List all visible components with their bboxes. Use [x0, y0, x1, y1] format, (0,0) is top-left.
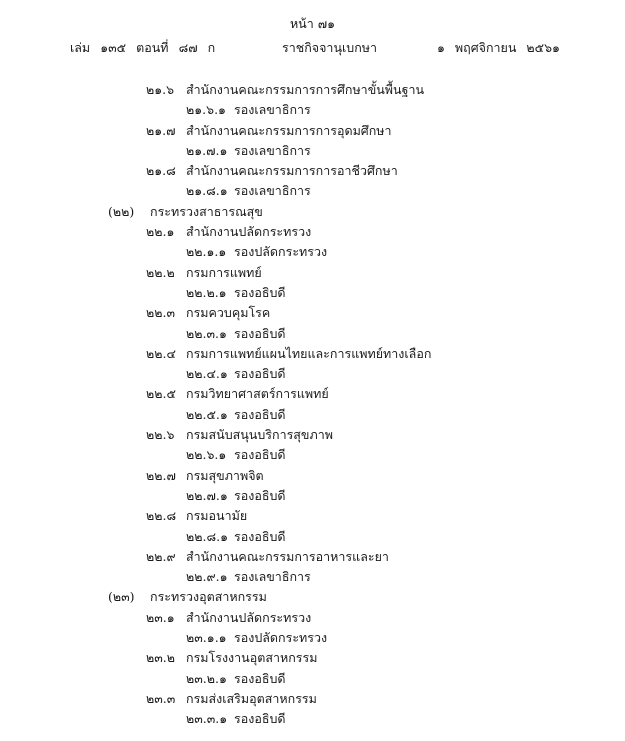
date-year: ๒๕๖๑ [526, 40, 560, 55]
item-number: ๒๒.๓ [146, 305, 175, 321]
list-item [0, 669, 625, 689]
item-number: (๒๒) [108, 203, 135, 219]
item-text: รองเลขาธิการ [234, 142, 311, 158]
list-item [0, 242, 625, 262]
item-text: สำนักงานปลัดกระทรวง [186, 224, 312, 240]
item-number: ๒๒.๗.๑ [186, 487, 228, 503]
volume-number: ๑๓๕ [100, 40, 127, 55]
list-item [0, 80, 625, 100]
list-item [0, 628, 625, 648]
list-item [0, 344, 625, 364]
item-number: ๒๑.๗ [146, 122, 176, 138]
list-item [0, 303, 625, 323]
list-item [0, 466, 625, 486]
publication-title: ราชกิจจานุเบกษา [282, 40, 378, 55]
item-text: รองอธิบดี [234, 670, 286, 686]
list-item [0, 527, 625, 547]
issue-label: ตอนที่ [136, 40, 169, 55]
item-text: รองเลขาธิการ [234, 183, 311, 199]
item-number: ๒๒.๕ [146, 386, 176, 402]
item-number: ๒๒.๕.๑ [186, 406, 228, 422]
item-text: สำนักงานคณะกรรมการการศึกษาขั้นพื้นฐาน [186, 82, 425, 97]
issue-info [70, 38, 225, 58]
item-text: กรมอนามัย [186, 508, 248, 524]
item-text: กรมสนับสนุนบริการสุขภาพ [186, 427, 333, 443]
item-text: สำนักงานคณะกรรมการการอุดมศึกษา [186, 122, 392, 138]
item-number: ๒๒.๑ [146, 224, 175, 240]
volume-label: เล่ม [70, 40, 91, 55]
item-number: ๒๓.๒ [146, 650, 175, 666]
issue-number: ๘๗ [178, 40, 198, 55]
list-item [0, 689, 625, 709]
agency-list [0, 80, 625, 730]
item-number: ๒๑.๖.๑ [186, 102, 226, 118]
item-text: รองอธิบดี [234, 528, 286, 544]
item-text: สำนักงานคณะกรรมการการอาชีวศึกษา [186, 163, 398, 179]
item-number: (๒๓) [108, 589, 135, 605]
item-number: ๒๒.๑.๑ [186, 244, 227, 260]
list-item [0, 283, 625, 303]
list-item [0, 384, 625, 404]
date-month: พฤศจิกายน [454, 40, 517, 55]
item-number: ๒๒.๗ [146, 467, 176, 483]
list-item [0, 181, 625, 201]
item-number: ๒๒.๘ [146, 508, 177, 524]
item-text: รองอธิบดี [234, 487, 286, 503]
item-number: ๒๒.๒ [146, 264, 175, 280]
item-text: กรมการแพทย์แผนไทยและการแพทย์ทางเลือก [186, 345, 432, 361]
item-number: ๒๓.๓.๑ [186, 711, 228, 727]
item-number: ๒๒.๘.๑ [186, 528, 229, 544]
list-item [0, 405, 625, 425]
item-text: สำนักงานคณะกรรมการอาหารและยา [186, 548, 389, 564]
item-number: ๒๒.๙.๑ [186, 569, 228, 585]
item-text: รองปลัดกระทรวง [234, 244, 328, 260]
page-number: หน้า ๗๑ [289, 16, 336, 31]
list-item [0, 425, 625, 445]
item-text: กรมการแพทย์ [186, 264, 262, 280]
list-item [0, 547, 625, 567]
item-text: กรมสุขภาพจิต [186, 467, 264, 483]
ministry-heading [0, 202, 625, 222]
item-number: ๒๓.๑ [146, 609, 175, 625]
section-letter: ก [207, 40, 216, 55]
item-number: ๒๒.๔.๑ [186, 366, 228, 382]
list-item [0, 100, 625, 120]
item-number: ๒๒.๔ [146, 345, 176, 361]
item-text: รองอธิบดี [234, 325, 286, 341]
item-number: ๒๒.๓.๑ [186, 325, 227, 341]
item-text: รองอธิบดี [234, 284, 286, 300]
list-item [0, 648, 625, 668]
item-number: ๒๑.๖ [146, 82, 175, 97]
list-item [0, 506, 625, 526]
item-text: รองอธิบดี [234, 711, 286, 727]
list-item [0, 324, 625, 344]
list-item [0, 445, 625, 465]
list-item [0, 608, 625, 628]
list-item [0, 486, 625, 506]
item-text: รองปลัดกระทรวง [234, 630, 328, 646]
item-text: กรมส่งเสริมอุตสาหกรรม [186, 690, 317, 706]
item-text: รองอธิบดี [234, 406, 286, 422]
list-item [0, 121, 625, 141]
item-number: ๒๓.๒.๑ [186, 670, 227, 686]
ministry-heading [0, 587, 625, 607]
list-item [0, 263, 625, 283]
list-item [0, 141, 625, 161]
list-item [0, 222, 625, 242]
item-text: รองเลขาธิการ [234, 102, 311, 118]
item-text: รองอธิบดี [234, 366, 286, 382]
date-day: ๑ [436, 40, 445, 55]
item-text: กรมวิทยาศาสตร์การแพทย์ [186, 386, 329, 402]
item-number: ๒๒.๒.๑ [186, 284, 227, 300]
item-number: ๒๓.๑.๑ [186, 630, 227, 646]
item-text: สำนักงานปลัดกระทรวง [186, 609, 312, 625]
list-item [0, 567, 625, 587]
item-number: ๒๒.๖.๑ [186, 447, 227, 463]
item-number: ๒๑.๗.๑ [186, 142, 228, 158]
item-number: ๒๑.๘ [146, 163, 176, 179]
item-number: ๒๑.๘.๑ [186, 183, 228, 199]
list-item [0, 709, 625, 729]
list-item [0, 364, 625, 384]
item-text: กรมควบคุมโรค [186, 305, 271, 321]
item-number: ๒๒.๖ [146, 427, 175, 443]
item-text: รองเลขาธิการ [234, 569, 311, 585]
publication-date [427, 38, 560, 58]
item-text: รองอธิบดี [234, 447, 286, 463]
item-text: กรมโรงงานอุตสาหกรรม [186, 650, 318, 666]
item-number: ๒๓.๓ [146, 690, 176, 706]
item-text: กระทรวงสาธารณสุข [150, 203, 263, 219]
list-item [0, 161, 625, 181]
item-text: กระทรวงอุตสาหกรรม [150, 589, 267, 605]
gazette-header [70, 38, 560, 58]
item-number: ๒๒.๙ [146, 548, 176, 564]
